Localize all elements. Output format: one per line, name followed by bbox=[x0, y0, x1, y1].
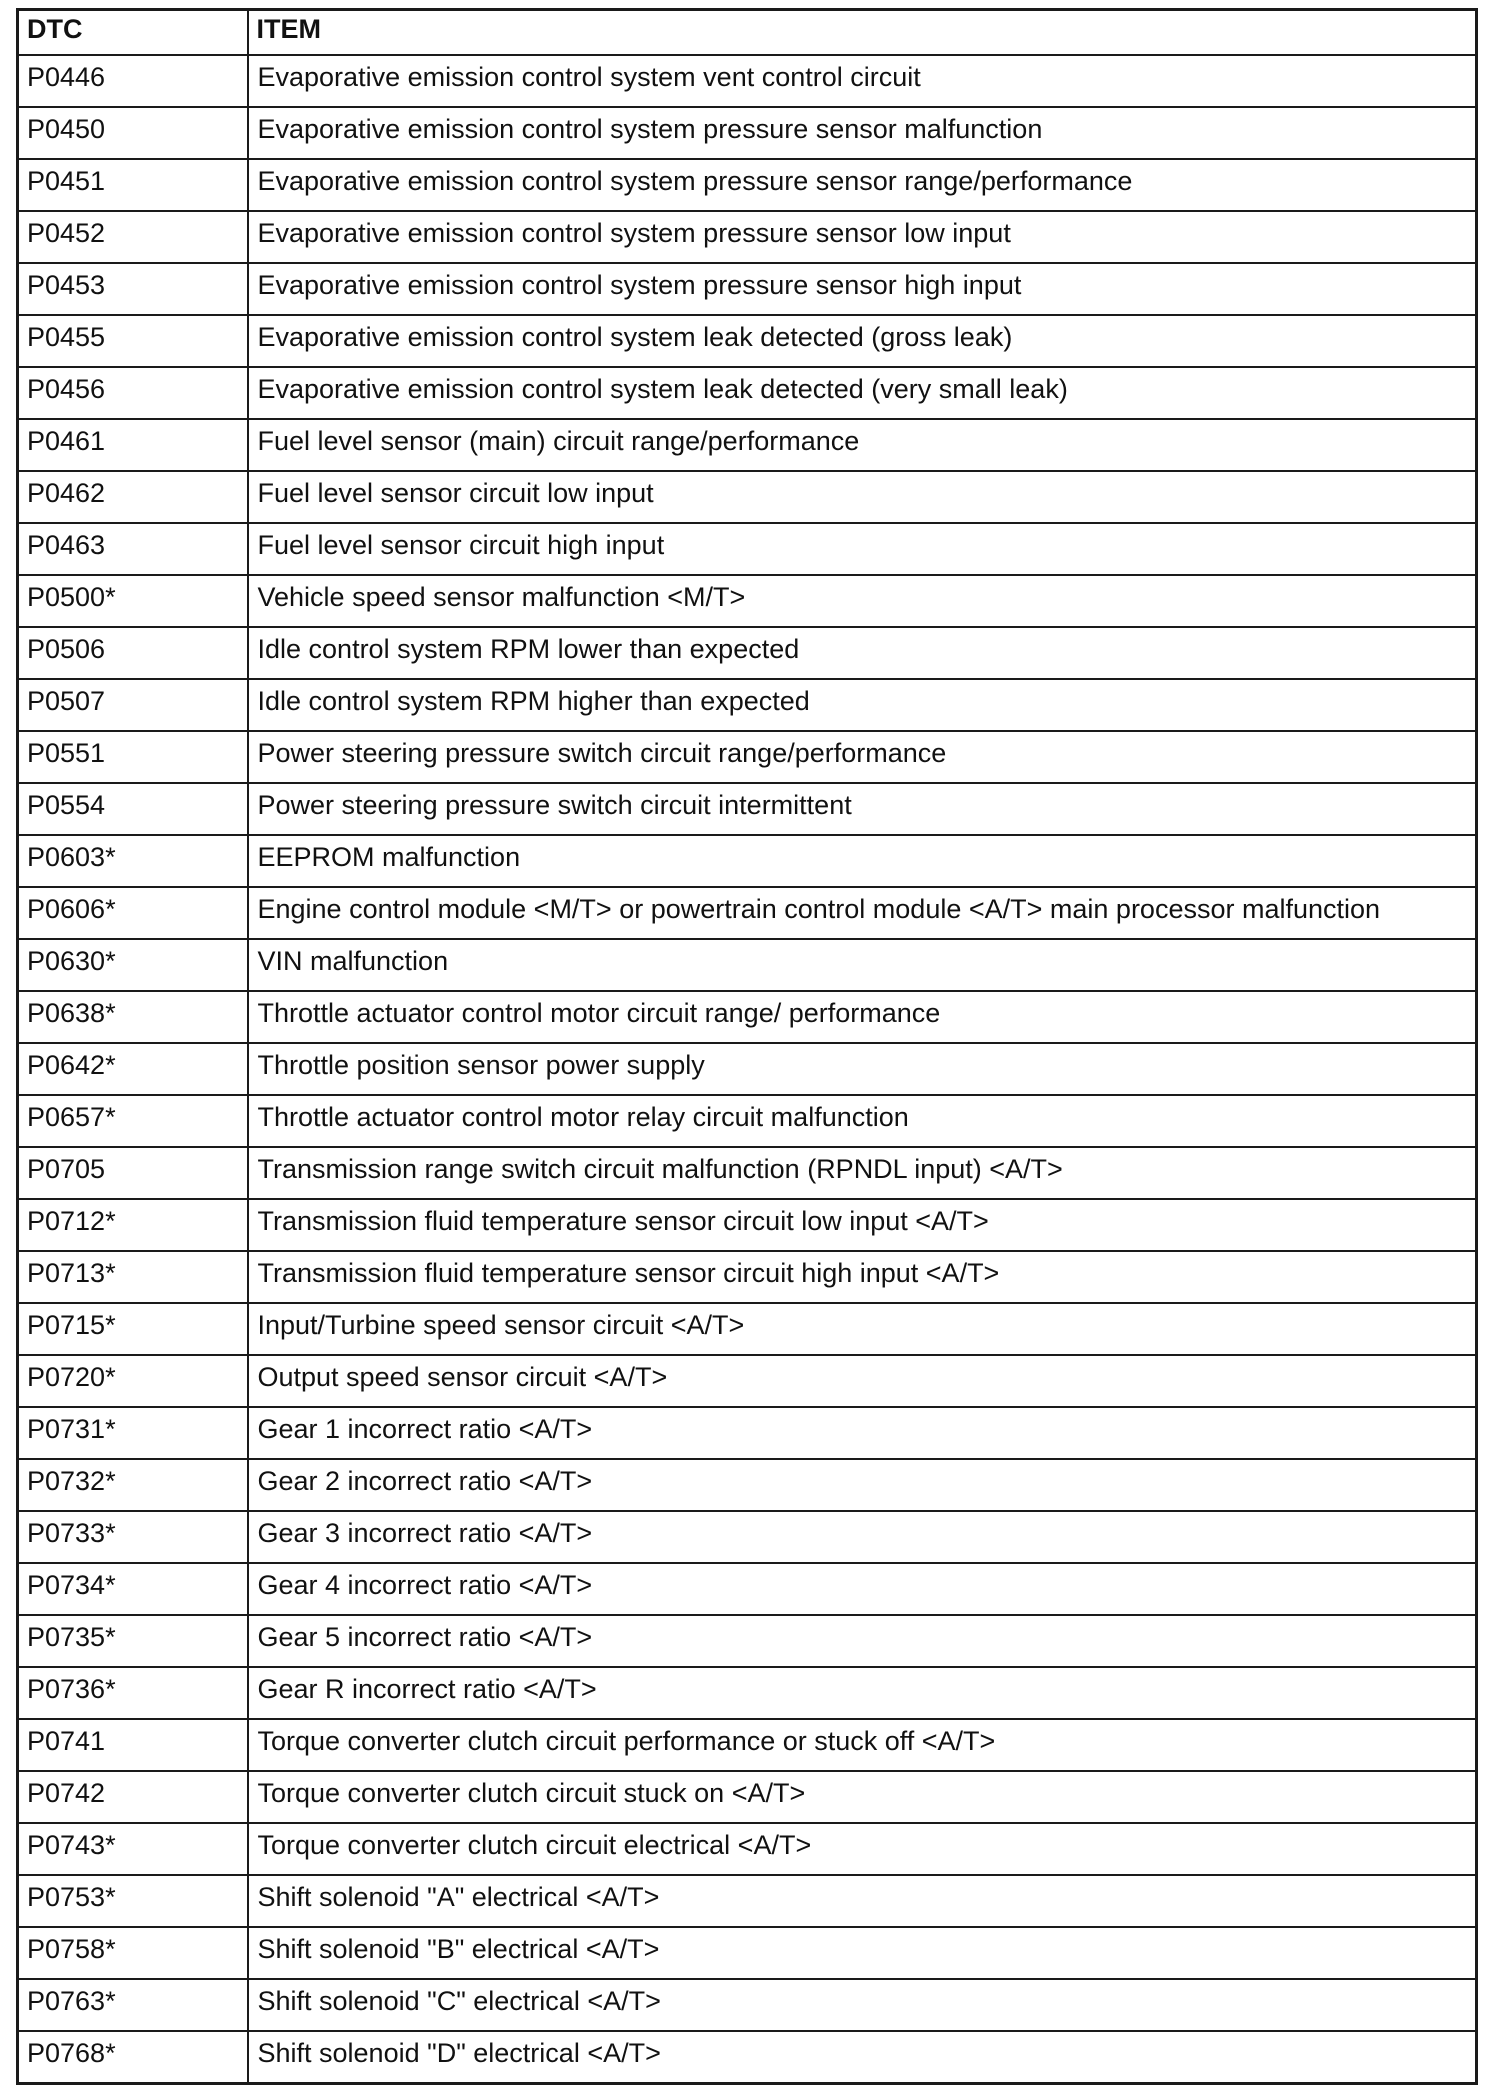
dtc-description: Evaporative emission control system leak detected (gross leak) bbox=[248, 315, 1477, 367]
dtc-code: P0451 bbox=[18, 159, 248, 211]
dtc-description: Fuel level sensor (main) circuit range/performance bbox=[248, 419, 1477, 471]
dtc-code: P0638* bbox=[18, 991, 248, 1043]
dtc-description: Gear R incorrect ratio <A/T> bbox=[248, 1667, 1477, 1719]
dtc-description: Shift solenoid "C" electrical <A/T> bbox=[248, 1979, 1477, 2031]
table-row bbox=[18, 211, 1477, 263]
dtc-code: P0462 bbox=[18, 471, 248, 523]
table-row bbox=[18, 523, 1477, 575]
table-row bbox=[18, 1251, 1477, 1303]
table-row bbox=[18, 315, 1477, 367]
dtc-code: P0630* bbox=[18, 939, 248, 991]
header-item: ITEM bbox=[248, 10, 1477, 56]
dtc-code: P0603* bbox=[18, 835, 248, 887]
table-row bbox=[18, 1667, 1477, 1719]
dtc-code: P0705 bbox=[18, 1147, 248, 1199]
dtc-description: Input/Turbine speed sensor circuit <A/T> bbox=[248, 1303, 1477, 1355]
header-dtc: DTC bbox=[18, 10, 248, 56]
table-row bbox=[18, 1875, 1477, 1927]
table-row bbox=[18, 1719, 1477, 1771]
dtc-description: Gear 4 incorrect ratio <A/T> bbox=[248, 1563, 1477, 1615]
dtc-code: P0713* bbox=[18, 1251, 248, 1303]
dtc-code: P0642* bbox=[18, 1043, 248, 1095]
table-body bbox=[18, 55, 1477, 2084]
dtc-code: P0455 bbox=[18, 315, 248, 367]
table-row bbox=[18, 939, 1477, 991]
dtc-description: Shift solenoid "A" electrical <A/T> bbox=[248, 1875, 1477, 1927]
dtc-code: P0452 bbox=[18, 211, 248, 263]
dtc-code: P0732* bbox=[18, 1459, 248, 1511]
dtc-code: P0712* bbox=[18, 1199, 248, 1251]
table-row bbox=[18, 1927, 1477, 1979]
dtc-description: Idle control system RPM lower than expected bbox=[248, 627, 1477, 679]
table-row bbox=[18, 1199, 1477, 1251]
dtc-code: P0734* bbox=[18, 1563, 248, 1615]
dtc-code: P0551 bbox=[18, 731, 248, 783]
dtc-description: Gear 2 incorrect ratio <A/T> bbox=[248, 1459, 1477, 1511]
dtc-description: Throttle position sensor power supply bbox=[248, 1043, 1477, 1095]
table-header bbox=[18, 10, 1477, 56]
table-row bbox=[18, 627, 1477, 679]
dtc-code: P0733* bbox=[18, 1511, 248, 1563]
table-row bbox=[18, 1771, 1477, 1823]
dtc-description: Shift solenoid "D" electrical <A/T> bbox=[248, 2031, 1477, 2084]
dtc-code: P0753* bbox=[18, 1875, 248, 1927]
dtc-code: P0506 bbox=[18, 627, 248, 679]
dtc-description: Vehicle speed sensor malfunction <M/T> bbox=[248, 575, 1477, 627]
dtc-description: Evaporative emission control system pressure sensor range/performance bbox=[248, 159, 1477, 211]
dtc-code: P0720* bbox=[18, 1355, 248, 1407]
dtc-code: P0456 bbox=[18, 367, 248, 419]
dtc-code: P0453 bbox=[18, 263, 248, 315]
dtc-description: Engine control module <M/T> or powertrain control module <A/T> main processor malfunction bbox=[248, 887, 1477, 939]
table-row bbox=[18, 1563, 1477, 1615]
dtc-description: Evaporative emission control system pressure sensor high input bbox=[248, 263, 1477, 315]
table-row bbox=[18, 1303, 1477, 1355]
dtc-code: P0763* bbox=[18, 1979, 248, 2031]
dtc-description: Fuel level sensor circuit high input bbox=[248, 523, 1477, 575]
dtc-description: Throttle actuator control motor relay circuit malfunction bbox=[248, 1095, 1477, 1147]
table-row bbox=[18, 1043, 1477, 1095]
dtc-code: P0715* bbox=[18, 1303, 248, 1355]
dtc-description: Transmission range switch circuit malfunction (RPNDL input) <A/T> bbox=[248, 1147, 1477, 1199]
dtc-code: P0554 bbox=[18, 783, 248, 835]
dtc-description: Evaporative emission control system pressure sensor malfunction bbox=[248, 107, 1477, 159]
dtc-description: Fuel level sensor circuit low input bbox=[248, 471, 1477, 523]
table-row bbox=[18, 835, 1477, 887]
table-row bbox=[18, 679, 1477, 731]
dtc-code: P0768* bbox=[18, 2031, 248, 2084]
dtc-description: Torque converter clutch circuit performance or stuck off <A/T> bbox=[248, 1719, 1477, 1771]
table-row bbox=[18, 367, 1477, 419]
dtc-code: P0606* bbox=[18, 887, 248, 939]
table-row bbox=[18, 55, 1477, 107]
dtc-description: Torque converter clutch circuit electrical <A/T> bbox=[248, 1823, 1477, 1875]
dtc-description: Evaporative emission control system leak detected (very small leak) bbox=[248, 367, 1477, 419]
table-row bbox=[18, 2031, 1477, 2084]
dtc-code: P0507 bbox=[18, 679, 248, 731]
dtc-code: P0741 bbox=[18, 1719, 248, 1771]
table-row bbox=[18, 1355, 1477, 1407]
table-row bbox=[18, 991, 1477, 1043]
table-row bbox=[18, 1407, 1477, 1459]
dtc-description: Transmission fluid temperature sensor circuit high input <A/T> bbox=[248, 1251, 1477, 1303]
dtc-description: Evaporative emission control system pressure sensor low input bbox=[248, 211, 1477, 263]
dtc-description: EEPROM malfunction bbox=[248, 835, 1477, 887]
table-row bbox=[18, 575, 1477, 627]
table-row bbox=[18, 1979, 1477, 2031]
dtc-description: Gear 5 incorrect ratio <A/T> bbox=[248, 1615, 1477, 1667]
dtc-description: Throttle actuator control motor circuit range/ performance bbox=[248, 991, 1477, 1043]
dtc-code: P0742 bbox=[18, 1771, 248, 1823]
dtc-description: Gear 1 incorrect ratio <A/T> bbox=[248, 1407, 1477, 1459]
dtc-code: P0758* bbox=[18, 1927, 248, 1979]
dtc-code: P0500* bbox=[18, 575, 248, 627]
dtc-description: Shift solenoid "B" electrical <A/T> bbox=[248, 1927, 1477, 1979]
dtc-description: Gear 3 incorrect ratio <A/T> bbox=[248, 1511, 1477, 1563]
table-row bbox=[18, 107, 1477, 159]
dtc-code: P0446 bbox=[18, 55, 248, 107]
table-row bbox=[18, 471, 1477, 523]
dtc-table bbox=[16, 8, 1478, 2085]
dtc-code: P0461 bbox=[18, 419, 248, 471]
table-row bbox=[18, 887, 1477, 939]
table-row bbox=[18, 783, 1477, 835]
dtc-code: P0657* bbox=[18, 1095, 248, 1147]
dtc-description: Evaporative emission control system vent control circuit bbox=[248, 55, 1477, 107]
dtc-description: Torque converter clutch circuit stuck on <A/T> bbox=[248, 1771, 1477, 1823]
table-row bbox=[18, 419, 1477, 471]
dtc-code: P0450 bbox=[18, 107, 248, 159]
dtc-code: P0731* bbox=[18, 1407, 248, 1459]
table-row bbox=[18, 1615, 1477, 1667]
header-row bbox=[18, 10, 1477, 56]
dtc-code: P0736* bbox=[18, 1667, 248, 1719]
table-row bbox=[18, 1511, 1477, 1563]
dtc-code: P0463 bbox=[18, 523, 248, 575]
dtc-description: Power steering pressure switch circuit intermittent bbox=[248, 783, 1477, 835]
dtc-description: VIN malfunction bbox=[248, 939, 1477, 991]
dtc-description: Transmission fluid temperature sensor circuit low input <A/T> bbox=[248, 1199, 1477, 1251]
table-row bbox=[18, 159, 1477, 211]
dtc-description: Output speed sensor circuit <A/T> bbox=[248, 1355, 1477, 1407]
dtc-code: P0735* bbox=[18, 1615, 248, 1667]
table-row bbox=[18, 1147, 1477, 1199]
table-row bbox=[18, 1459, 1477, 1511]
dtc-description: Power steering pressure switch circuit range/performance bbox=[248, 731, 1477, 783]
table-row bbox=[18, 731, 1477, 783]
dtc-description: Idle control system RPM higher than expected bbox=[248, 679, 1477, 731]
table-row bbox=[18, 1095, 1477, 1147]
table-row bbox=[18, 1823, 1477, 1875]
table-row bbox=[18, 263, 1477, 315]
dtc-code: P0743* bbox=[18, 1823, 248, 1875]
